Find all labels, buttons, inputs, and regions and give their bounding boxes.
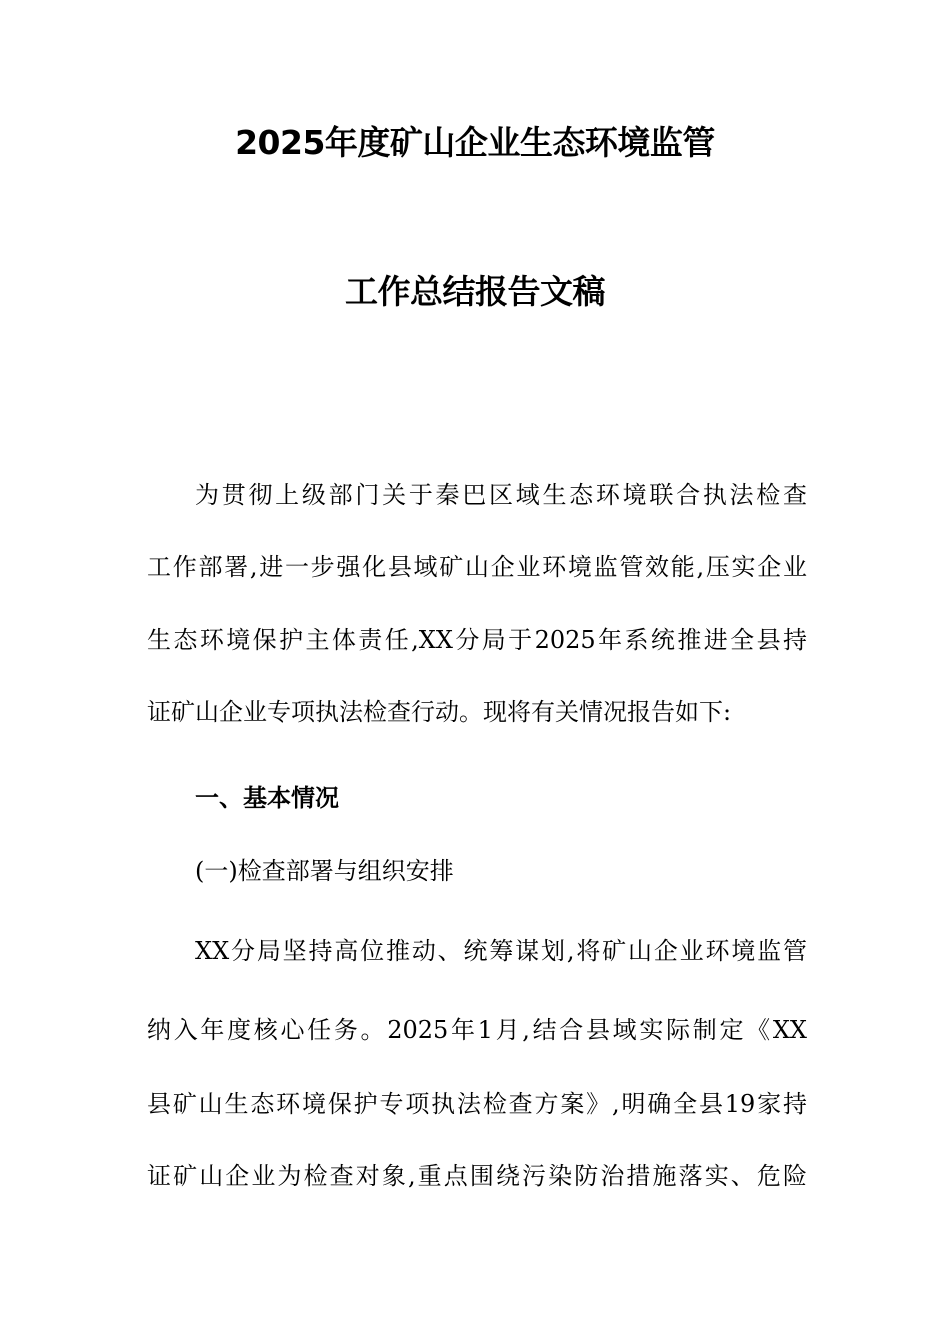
body-line-3: 县矿山生态环境保护专项执法检查方案》,明确全县19家持: [147, 1090, 807, 1118]
intro-line-2: 工作部署,进一步强化县域矿山企业环境监管效能,压实企业: [147, 553, 807, 581]
intro-line-1: 为贯彻上级部门关于秦巴区域生态环境联合执法检查: [195, 481, 807, 509]
intro-line-3: 生态环境保护主体责任,XX分局于2025年系统推进全县持: [147, 626, 807, 654]
body-line-1: XX分局坚持高位推动、统筹谋划,将矿山企业环境监管: [195, 937, 807, 965]
body-line-2: 纳入年度核心任务。2025年1月,结合县域实际制定《XX: [147, 1016, 807, 1044]
document-title-line-2: 工作总结报告文稿: [345, 272, 605, 311]
intro-line-4: 证矿山企业专项执法检查行动。现将有关情况报告如下:: [147, 698, 732, 726]
section-heading: 一、基本情况: [195, 783, 339, 812]
body-line-4: 证矿山企业为检查对象,重点围绕污染防治措施落实、危险: [147, 1162, 807, 1190]
document-title-line-1: 2025年度矿山企业生态环境监管: [235, 123, 715, 162]
subsection-heading: (一)检查部署与组织安排: [195, 857, 454, 885]
